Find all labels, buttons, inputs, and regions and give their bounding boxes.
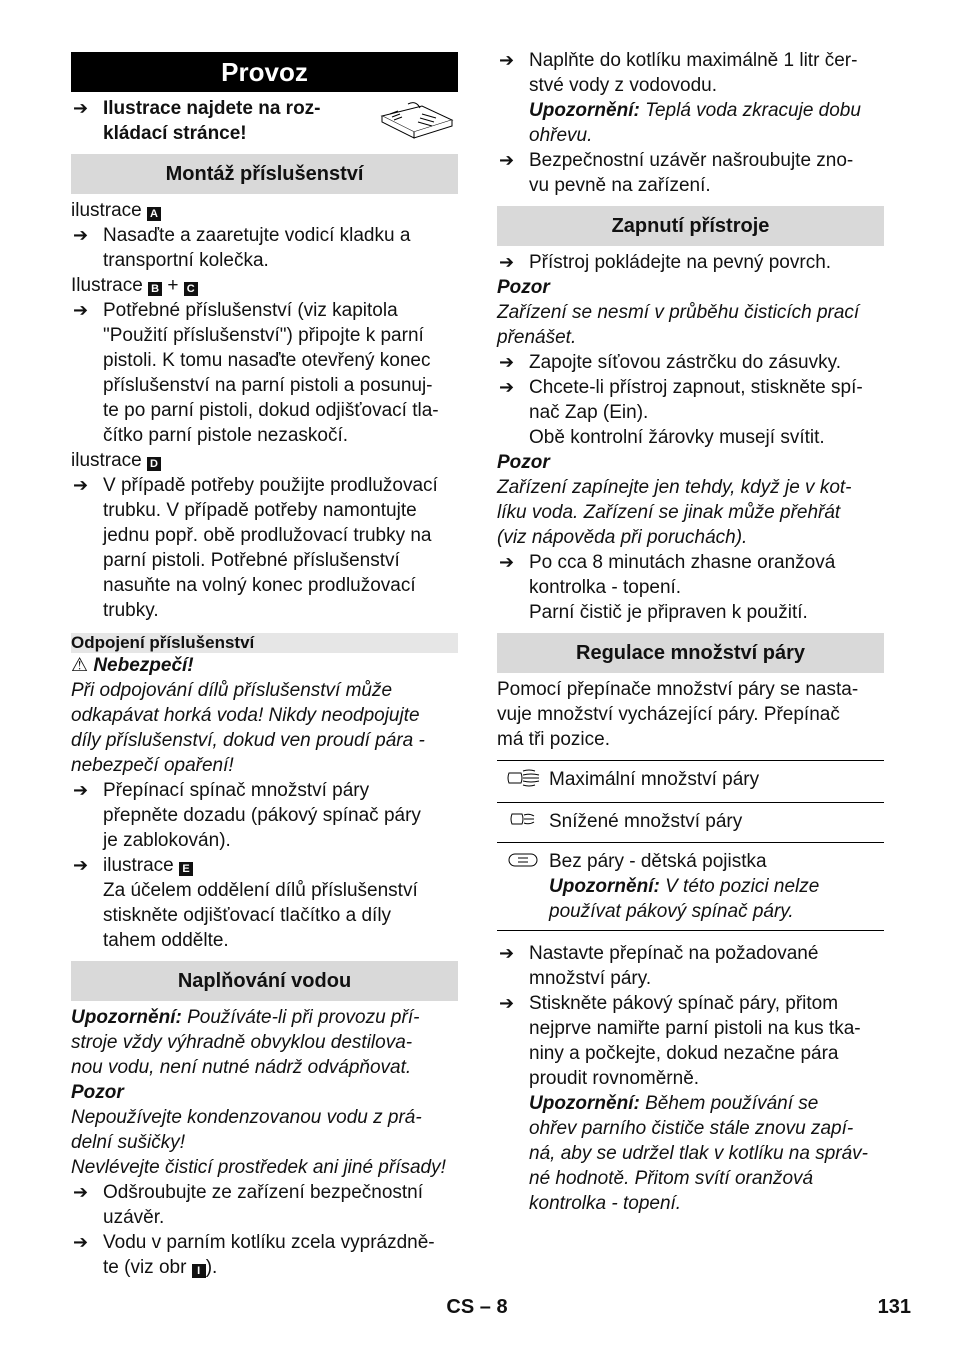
section-montaz: Montáž příslušenství [71, 154, 458, 194]
regulace-note: Upozornění: Během používání se ohřev parního čističe stále znovu zapí- ná, aby se udržel tlak v kotlíku na správ- né hodnotě. Přitom svítí oranžová kontrolka - topení. [529, 1093, 868, 1214]
steam-positions-table [497, 760, 884, 931]
steam-max-text: Maximální množství páry [549, 769, 760, 790]
odpojeni-step-1: ➔ Přepínací spínač množství páry přepněte dozadu (pákový spínač páry je zablokován). [71, 778, 458, 853]
pozor-text: Nepoužívejte kondenzovanou vodu z prá- delní sušičky! Nevlévejte čisticí prostředek ani jiné přísady! [71, 1107, 446, 1178]
zapnuti-step-1: ➔ Přístroj pokládejte na pevný povrch. [497, 250, 884, 275]
warning-triangle-icon: ⚠ [71, 654, 89, 676]
label-i: I [192, 1264, 206, 1278]
footer-section: CS – 8 [446, 1296, 508, 1318]
left-column [71, 44, 458, 1280]
label-c: C [184, 282, 198, 296]
open-book-icon [378, 102, 458, 146]
naplnovani-step-2: ➔ Vodu v parním kotlíku zcela vyprázdně- te (viz obr I ). [71, 1230, 458, 1280]
page-title: Provoz [71, 52, 458, 92]
zapnuti-step-4-result: Parní čistič je připraven k použití. [529, 602, 808, 623]
ilustrace-d: ilustrace D [71, 448, 458, 473]
label-a: A [147, 207, 161, 221]
steam-reduced-text: Snížené množství páry [549, 811, 743, 832]
naplnovani-note: Upozornění: Používáte-li při provozu pří- stroje vždy výhradně obvyklou destilova- nou vodu, není nutné nádrž odvápňovat. [71, 1007, 420, 1078]
section-regulace: Regulace množství páry [497, 633, 884, 673]
label-d: D [147, 457, 161, 471]
section-odpojeni: Odpojení příslušenství [71, 633, 458, 653]
steam-row-off [497, 843, 884, 931]
danger-label: ⚠ Nebezpečí! [71, 654, 194, 676]
montaz-step-1: ➔ Nasaďte a zaaretujte vodicí kladku a transportní kolečka. [71, 223, 458, 273]
montaz-step-3: ➔ V případě potřeby použijte prodlužovací trubku. V případě potřeby namontujte jednu popř. obě prodlužovací trubky na parní pistoli. Potřebné příslušenství nasuňte na volný konec prodlužovací trubky. [71, 473, 458, 623]
fill-step-2: ➔ Bezpečnostní uzávěr našroubujte zno- vu pevně na zařízení. [497, 148, 884, 198]
section-zapnuti: Zapnutí přístroje [497, 206, 884, 246]
zapnuti-step-3-result: Obě kontrolní žárovky musejí svítit. [529, 427, 825, 448]
fill-note: Upozornění: Teplá voda zkracuje dobu ohřevu. [529, 100, 861, 146]
zapnuti-step-3: ➔ Chcete-li přístroj zapnout, stiskněte spí- nač Zap (Ein). [497, 375, 884, 425]
danger-text: Při odpojování dílů příslušenství může odkapávat horká voda! Nikdy neodpojujte díly příslušenství, dokud ven proudí pára - nebezpečí opaření! [71, 680, 425, 776]
page-number: 131 [877, 1296, 911, 1318]
label-b: B [148, 282, 162, 296]
montaz-step-2: ➔ Potřebné příslušenství (viz kapitola "Použití příslušenství") připojte k parní pistoli. K tomu nasaďte otevřený konec příslušenství na parní pistoli a posunuj- te po parní pistoli, dokud odjišťovací tla- čítko parní pistole nezaskočí. [71, 298, 458, 448]
zapnuti-step-2: ➔ Zapojte síťovou zástrčku do zásuvky. [497, 350, 884, 375]
steam-reduced-icon [497, 803, 549, 843]
regulace-step-1: ➔ Nastavte přepínač na požadované množství páry. [497, 941, 884, 991]
odpojeni-step-2: ➔ ilustrace E Za účelem oddělení dílů příslušenství stiskněte odjišťovací tlačítko a díly tahem oddělte. [71, 853, 458, 953]
pozor-1-label: Pozor [497, 277, 550, 298]
zapnuti-step-4: ➔ Po cca 8 minutách zhasne oranžová kontrolka - topení. [497, 550, 884, 600]
intro-note: ➔ Ilustrace najdete na roz- kládací stránce! [71, 96, 363, 146]
regulace-intro: Pomocí přepínače množství páry se nasta- vuje množství vycházející páry. Přepínač má tři pozice. [497, 679, 859, 750]
pozor-1-text: Zařízení se nesmí v průběhu čisticích prací přenášet. [497, 302, 860, 348]
right-column [497, 44, 884, 1216]
ilustrace-a: ilustrace A [71, 198, 458, 223]
fill-step-1: ➔ Naplňte do kotlíku maximálně 1 litr čer- stvé vody z vodovodu. [497, 48, 884, 98]
steam-off-icon [497, 843, 549, 931]
ilustrace-bc: Ilustrace B + C [71, 273, 458, 298]
regulace-step-2: ➔ Stiskněte pákový spínač páry, přitom nejprve namiřte parní pistoli na kus tka- niny a počkejte, dokud nezačne pára proudit rovnoměrně. [497, 991, 884, 1091]
steam-row-reduced [497, 803, 884, 843]
pozor-label: Pozor [71, 1082, 124, 1103]
pozor-2-label: Pozor [497, 452, 550, 473]
steam-row-max [497, 761, 884, 803]
label-e: E [179, 862, 193, 876]
pozor-2-text: Zařízení zapínejte jen tehdy, když je v kot- líku voda. Zařízení se jinak může přehřát (viz nápověda při poruchách). [497, 477, 852, 548]
naplnovani-step-1: ➔ Odšroubujte ze zařízení bezpečnostní uzávěr. [71, 1180, 458, 1230]
steam-max-icon [497, 761, 549, 803]
section-naplnovani: Naplňování vodou [71, 961, 458, 1001]
steam-off-text: Bez páry - dětská pojistka Upozornění: V této pozici nelze používat pákový spínač páry. [549, 851, 820, 922]
